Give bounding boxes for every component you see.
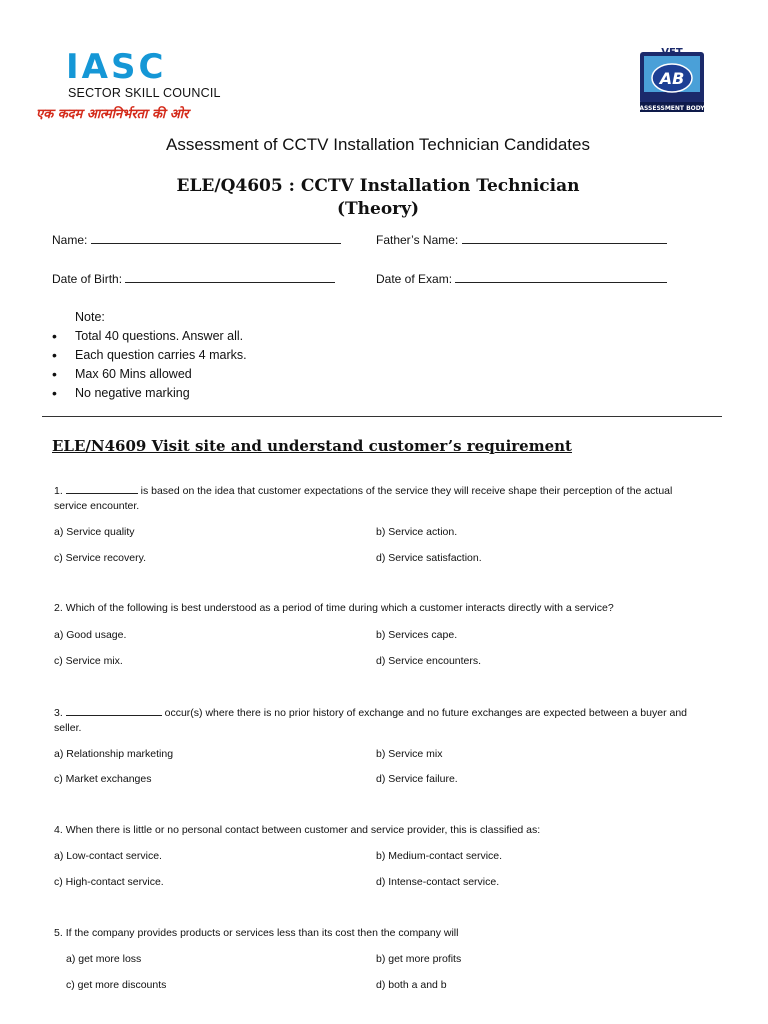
assessment-title: Assessment of CCTV Installation Technician Candidates: [166, 135, 590, 154]
option-a[interactable]: a) Low-contact service.: [54, 850, 162, 862]
father-name-label: Father’s Name:: [376, 233, 459, 247]
name-blank[interactable]: [91, 232, 341, 244]
option-c[interactable]: c) Service recovery.: [54, 552, 146, 564]
answer-blank[interactable]: [66, 484, 138, 494]
option-b[interactable]: b) Medium-contact service.: [376, 850, 503, 862]
option-d[interactable]: d) both a and b: [376, 979, 447, 991]
name-label: Name:: [52, 233, 88, 247]
question-number: 2.: [54, 602, 63, 614]
vet-badge-center: AB: [659, 69, 685, 88]
exam-date-label: Date of Exam:: [376, 272, 453, 286]
option-d[interactable]: d) Service satisfaction.: [376, 552, 482, 564]
vet-badge-top: VET: [661, 47, 683, 58]
note-item: • Max 60 Mins allowed: [52, 365, 247, 384]
question-3: [54, 706, 704, 736]
option-a[interactable]: a) Relationship marketing: [54, 748, 174, 760]
option-d[interactable]: d) Service failure.: [376, 773, 458, 785]
iasc-logo-subtitle: SECTOR SKILL COUNCIL: [68, 86, 221, 100]
option-c[interactable]: c) get more discounts: [66, 979, 167, 991]
section-divider: [42, 416, 722, 417]
option-a[interactable]: a) Service quality: [54, 526, 135, 538]
option-a[interactable]: a) get more loss: [66, 953, 142, 965]
iasc-logo-tagline: एक कदम आत्मनिर्भरता की ओर: [36, 107, 189, 122]
note-heading: Note:: [75, 310, 105, 324]
question-number: 1.: [54, 485, 63, 497]
dob-field[interactable]: [52, 271, 335, 286]
qualification-pack-title: [0, 175, 756, 221]
note-item: • Each question carries 4 marks.: [52, 346, 247, 365]
section-title: ELE/N4609 Visit site and understand customer’s requirement: [52, 437, 572, 455]
dob-blank[interactable]: [125, 271, 335, 283]
exam-date-blank[interactable]: [455, 271, 667, 283]
vet-badge-bottom: ASSESSMENT BODY: [639, 105, 705, 112]
answer-blank[interactable]: [66, 706, 162, 716]
qp-title-line-2: (Theory): [336, 199, 420, 219]
question-text: occur(s) where there is no prior history of exchange and no future exchanges are expected between a buyer and seller.: [54, 707, 688, 734]
option-b[interactable]: b) Service action.: [376, 526, 458, 538]
note-list: [52, 327, 247, 403]
question-text: When there is little or no personal contact between customer and service provider, this is classified as:: [65, 824, 541, 836]
dob-label: Date of Birth:: [52, 272, 123, 286]
question-4: [54, 823, 704, 838]
question-text: Which of the following is best understood as a period of time during which a customer interacts directly with a service?: [65, 602, 614, 614]
qp-title-line-1: ELE/Q4605 : CCTV Installation Technician: [176, 176, 580, 196]
question-number: 4.: [54, 824, 63, 836]
option-b[interactable]: b) Services cape.: [376, 629, 458, 641]
question-text: is based on the idea that customer expectations of the service they will receive shape their perception of the actual service encounter.: [54, 485, 673, 512]
iasc-logo-text: IASC: [66, 47, 167, 87]
option-c[interactable]: c) High-contact service.: [54, 876, 164, 888]
option-b[interactable]: b) Service mix: [376, 748, 443, 760]
note-item: • No negative marking: [52, 384, 247, 403]
exam-date-field[interactable]: [376, 271, 667, 286]
question-text: If the company provides products or services less than its cost then the company will: [65, 927, 459, 939]
option-b[interactable]: b) get more profits: [376, 953, 462, 965]
question-number: 3.: [54, 707, 63, 719]
vet-assessment-body-logo: [632, 44, 712, 122]
father-name-blank[interactable]: [462, 232, 667, 244]
question-2: [54, 601, 704, 616]
option-c[interactable]: c) Market exchanges: [54, 773, 152, 785]
option-d[interactable]: d) Service encounters.: [376, 655, 482, 667]
question-number: 5.: [54, 927, 63, 939]
option-a[interactable]: a) Good usage.: [54, 629, 127, 641]
father-name-field[interactable]: [376, 232, 667, 247]
option-c[interactable]: c) Service mix.: [54, 655, 123, 667]
note-item: • Total 40 questions. Answer all.: [52, 327, 247, 346]
option-d[interactable]: d) Intense-contact service.: [376, 876, 500, 888]
question-1: [54, 484, 704, 514]
question-5: [54, 926, 704, 941]
name-field[interactable]: [52, 232, 341, 247]
